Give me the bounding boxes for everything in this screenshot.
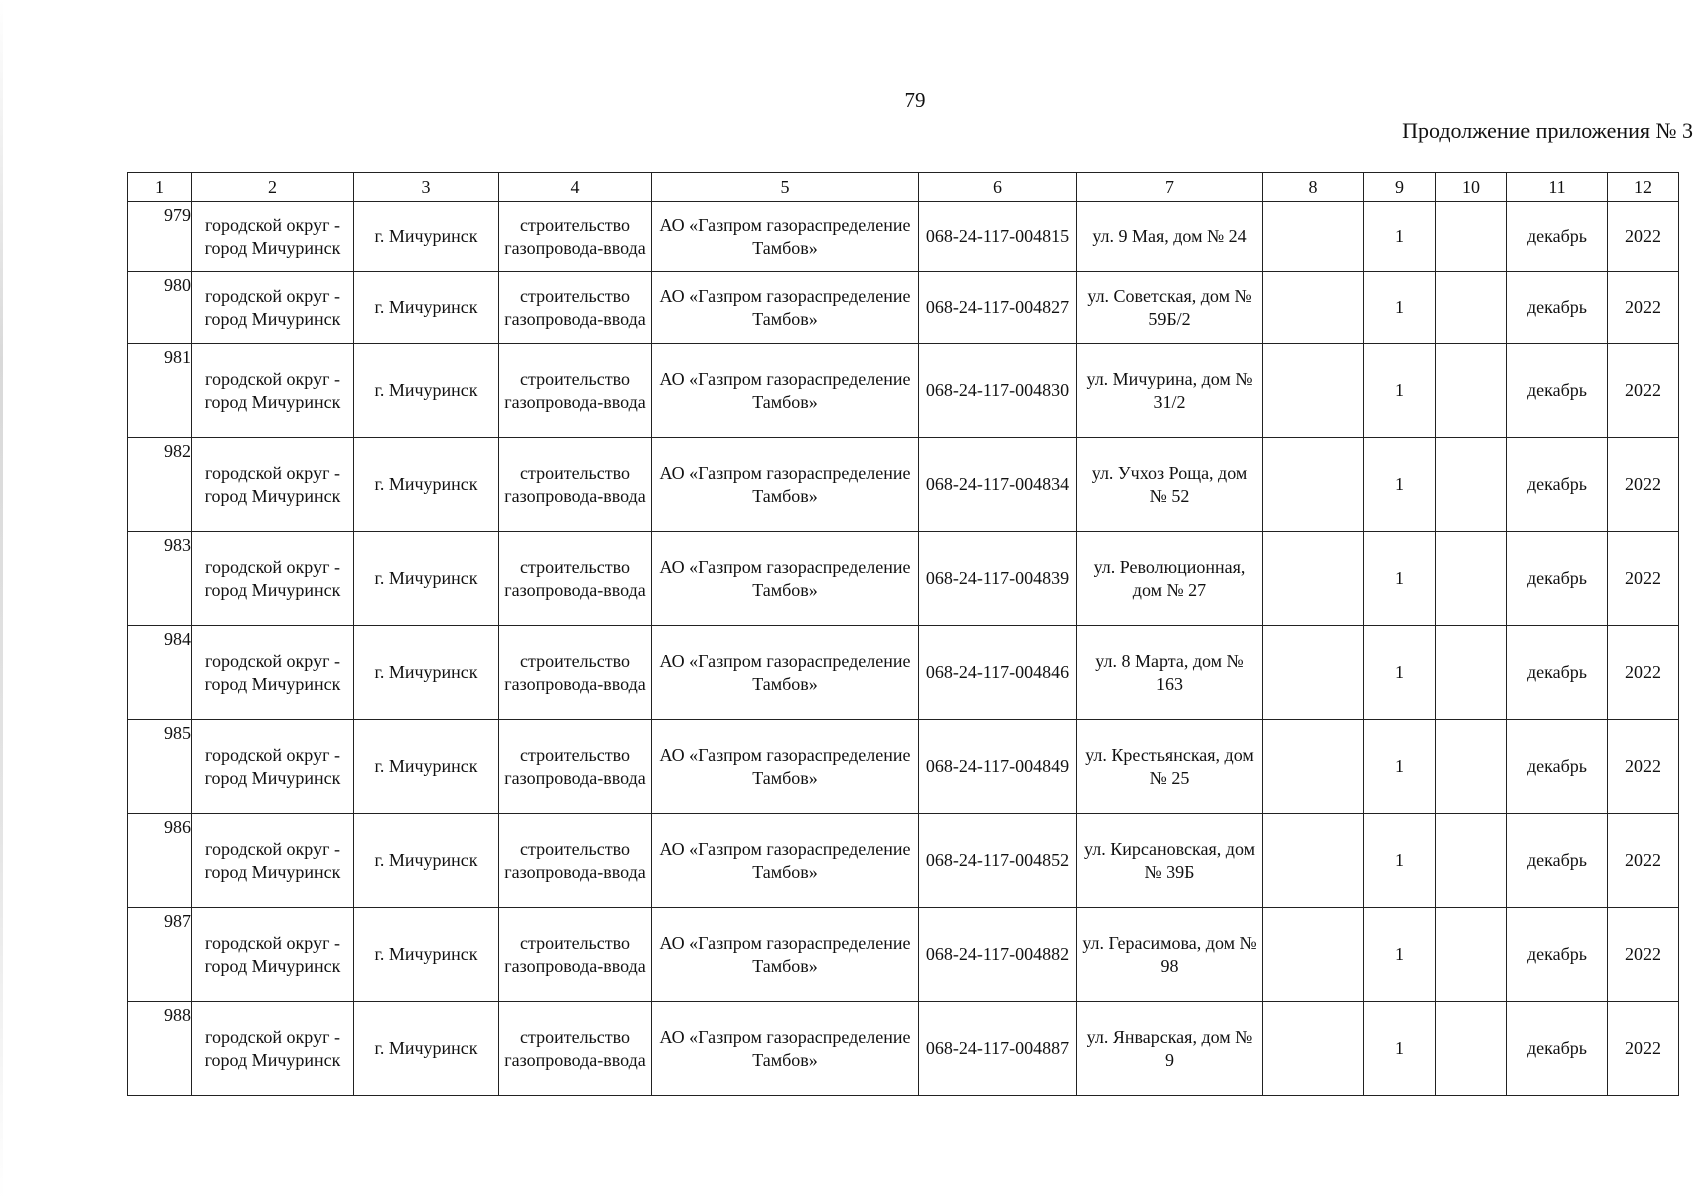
table-body bbox=[128, 202, 1679, 1096]
address-cell: ул. Мичурина, дом № 31/2 bbox=[1077, 344, 1263, 438]
quantity-cell: 1 bbox=[1364, 344, 1436, 438]
year-cell: 2022 bbox=[1608, 438, 1679, 532]
column-header: 11 bbox=[1507, 173, 1608, 202]
row-number-cell: 988 bbox=[128, 1002, 192, 1096]
month-cell: декабрь bbox=[1507, 908, 1608, 1002]
quantity-cell: 1 bbox=[1364, 532, 1436, 626]
locality-cell: г. Мичуринск bbox=[354, 344, 499, 438]
organization-cell: АО «Газпром газораспределение Тамбов» bbox=[652, 814, 919, 908]
appendix-continuation-note: Продолжение приложения № 3 bbox=[1402, 118, 1693, 143]
row-number-cell: 983 bbox=[128, 532, 192, 626]
address-cell: ул. Советская, дом № 59Б/2 bbox=[1077, 272, 1263, 344]
year-cell: 2022 bbox=[1608, 908, 1679, 1002]
table-row bbox=[128, 720, 1679, 814]
column-header: 2 bbox=[192, 173, 354, 202]
month-cell: декабрь bbox=[1507, 626, 1608, 720]
column-header: 6 bbox=[919, 173, 1077, 202]
locality-cell: г. Мичуринск bbox=[354, 720, 499, 814]
table-row bbox=[128, 1002, 1679, 1096]
month-cell: декабрь bbox=[1507, 532, 1608, 626]
organization-cell: АО «Газпром газораспределение Тамбов» bbox=[652, 344, 919, 438]
quantity-cell: 1 bbox=[1364, 626, 1436, 720]
object-id-cell: 068-24-117-004887 bbox=[919, 1002, 1077, 1096]
column-header: 9 bbox=[1364, 173, 1436, 202]
column-header: 5 bbox=[652, 173, 919, 202]
column-header: 10 bbox=[1436, 173, 1507, 202]
work-type-cell: строительство газопровода-ввода bbox=[499, 908, 652, 1002]
organization-cell: АО «Газпром газораспределение Тамбов» bbox=[652, 532, 919, 626]
table-row bbox=[128, 532, 1679, 626]
address-cell: ул. Кирсановская, дом № 39Б bbox=[1077, 814, 1263, 908]
object-id-cell: 068-24-117-004849 bbox=[919, 720, 1077, 814]
column-10-cell bbox=[1436, 202, 1507, 272]
locality-cell: г. Мичуринск bbox=[354, 532, 499, 626]
locality-cell: г. Мичуринск bbox=[354, 626, 499, 720]
year-cell: 2022 bbox=[1608, 1002, 1679, 1096]
address-cell: ул. Герасимова, дом № 98 bbox=[1077, 908, 1263, 1002]
column-8-cell bbox=[1263, 532, 1364, 626]
organization-cell: АО «Газпром газораспределение Тамбов» bbox=[652, 202, 919, 272]
column-header: 7 bbox=[1077, 173, 1263, 202]
month-cell: декабрь bbox=[1507, 344, 1608, 438]
municipality-cell: городской округ - город Мичуринск bbox=[192, 814, 354, 908]
column-10-cell bbox=[1436, 626, 1507, 720]
municipality-cell: городской округ - город Мичуринск bbox=[192, 720, 354, 814]
organization-cell: АО «Газпром газораспределение Тамбов» bbox=[652, 438, 919, 532]
work-type-cell: строительство газопровода-ввода bbox=[499, 626, 652, 720]
row-number-cell: 985 bbox=[128, 720, 192, 814]
address-cell: ул. Январская, дом № 9 bbox=[1077, 1002, 1263, 1096]
organization-cell: АО «Газпром газораспределение Тамбов» bbox=[652, 626, 919, 720]
table-row bbox=[128, 272, 1679, 344]
row-number-cell: 986 bbox=[128, 814, 192, 908]
municipality-cell: городской округ - город Мичуринск bbox=[192, 626, 354, 720]
quantity-cell: 1 bbox=[1364, 202, 1436, 272]
work-type-cell: строительство газопровода-ввода bbox=[499, 1002, 652, 1096]
locality-cell: г. Мичуринск bbox=[354, 908, 499, 1002]
column-8-cell bbox=[1263, 908, 1364, 1002]
column-8-cell bbox=[1263, 202, 1364, 272]
organization-cell: АО «Газпром газораспределение Тамбов» bbox=[652, 272, 919, 344]
column-8-cell bbox=[1263, 1002, 1364, 1096]
municipality-cell: городской округ - город Мичуринск bbox=[192, 438, 354, 532]
column-header: 3 bbox=[354, 173, 499, 202]
work-type-cell: строительство газопровода-ввода bbox=[499, 532, 652, 626]
column-number-row bbox=[128, 173, 1679, 202]
column-10-cell bbox=[1436, 532, 1507, 626]
row-number-cell: 984 bbox=[128, 626, 192, 720]
address-cell: ул. Революционная, дом № 27 bbox=[1077, 532, 1263, 626]
locality-cell: г. Мичуринск bbox=[354, 272, 499, 344]
address-cell: ул. 8 Марта, дом № 163 bbox=[1077, 626, 1263, 720]
table-row bbox=[128, 202, 1679, 272]
column-8-cell bbox=[1263, 438, 1364, 532]
month-cell: декабрь bbox=[1507, 720, 1608, 814]
month-cell: декабрь bbox=[1507, 1002, 1608, 1096]
year-cell: 2022 bbox=[1608, 626, 1679, 720]
municipality-cell: городской округ - город Мичуринск bbox=[192, 202, 354, 272]
column-8-cell bbox=[1263, 626, 1364, 720]
year-cell: 2022 bbox=[1608, 202, 1679, 272]
object-id-cell: 068-24-117-004852 bbox=[919, 814, 1077, 908]
object-id-cell: 068-24-117-004830 bbox=[919, 344, 1077, 438]
address-cell: ул. 9 Мая, дом № 24 bbox=[1077, 202, 1263, 272]
row-number-cell: 979 bbox=[128, 202, 192, 272]
locality-cell: г. Мичуринск bbox=[354, 202, 499, 272]
row-number-cell: 982 bbox=[128, 438, 192, 532]
month-cell: декабрь bbox=[1507, 202, 1608, 272]
work-type-cell: строительство газопровода-ввода bbox=[499, 438, 652, 532]
organization-cell: АО «Газпром газораспределение Тамбов» bbox=[652, 1002, 919, 1096]
appendix-table bbox=[127, 172, 1679, 1096]
municipality-cell: городской округ - город Мичуринск bbox=[192, 1002, 354, 1096]
column-8-cell bbox=[1263, 272, 1364, 344]
row-number-cell: 987 bbox=[128, 908, 192, 1002]
column-10-cell bbox=[1436, 272, 1507, 344]
row-number-cell: 980 bbox=[128, 272, 192, 344]
year-cell: 2022 bbox=[1608, 344, 1679, 438]
quantity-cell: 1 bbox=[1364, 720, 1436, 814]
column-header: 8 bbox=[1263, 173, 1364, 202]
year-cell: 2022 bbox=[1608, 720, 1679, 814]
municipality-cell: городской округ - город Мичуринск bbox=[192, 344, 354, 438]
month-cell: декабрь bbox=[1507, 814, 1608, 908]
municipality-cell: городской округ - город Мичуринск bbox=[192, 272, 354, 344]
page-number: 79 bbox=[904, 88, 926, 112]
table-row bbox=[128, 626, 1679, 720]
work-type-cell: строительство газопровода-ввода bbox=[499, 720, 652, 814]
municipality-cell: городской округ - город Мичуринск bbox=[192, 908, 354, 1002]
year-cell: 2022 bbox=[1608, 272, 1679, 344]
quantity-cell: 1 bbox=[1364, 272, 1436, 344]
work-type-cell: строительство газопровода-ввода bbox=[499, 814, 652, 908]
column-10-cell bbox=[1436, 438, 1507, 532]
column-10-cell bbox=[1436, 720, 1507, 814]
scan-edge bbox=[0, 0, 3, 1200]
locality-cell: г. Мичуринск bbox=[354, 438, 499, 532]
column-10-cell bbox=[1436, 908, 1507, 1002]
column-10-cell bbox=[1436, 1002, 1507, 1096]
column-header: 4 bbox=[499, 173, 652, 202]
work-type-cell: строительство газопровода-ввода bbox=[499, 344, 652, 438]
column-10-cell bbox=[1436, 344, 1507, 438]
work-type-cell: строительство газопровода-ввода bbox=[499, 272, 652, 344]
year-cell: 2022 bbox=[1608, 814, 1679, 908]
row-number-cell: 981 bbox=[128, 344, 192, 438]
column-header: 12 bbox=[1608, 173, 1679, 202]
column-8-cell bbox=[1263, 814, 1364, 908]
object-id-cell: 068-24-117-004882 bbox=[919, 908, 1077, 1002]
table-row bbox=[128, 438, 1679, 532]
object-id-cell: 068-24-117-004815 bbox=[919, 202, 1077, 272]
month-cell: декабрь bbox=[1507, 272, 1608, 344]
quantity-cell: 1 bbox=[1364, 438, 1436, 532]
organization-cell: АО «Газпром газораспределение Тамбов» bbox=[652, 908, 919, 1002]
locality-cell: г. Мичуринск bbox=[354, 814, 499, 908]
quantity-cell: 1 bbox=[1364, 1002, 1436, 1096]
address-cell: ул. Учхоз Роща, дом № 52 bbox=[1077, 438, 1263, 532]
column-header: 1 bbox=[128, 173, 192, 202]
object-id-cell: 068-24-117-004839 bbox=[919, 532, 1077, 626]
table-row bbox=[128, 344, 1679, 438]
quantity-cell: 1 bbox=[1364, 814, 1436, 908]
work-type-cell: строительство газопровода-ввода bbox=[499, 202, 652, 272]
year-cell: 2022 bbox=[1608, 532, 1679, 626]
object-id-cell: 068-24-117-004827 bbox=[919, 272, 1077, 344]
column-8-cell bbox=[1263, 720, 1364, 814]
table-row bbox=[128, 814, 1679, 908]
column-10-cell bbox=[1436, 814, 1507, 908]
municipality-cell: городской округ - город Мичуринск bbox=[192, 532, 354, 626]
address-cell: ул. Крестьянская, дом № 25 bbox=[1077, 720, 1263, 814]
object-id-cell: 068-24-117-004846 bbox=[919, 626, 1077, 720]
organization-cell: АО «Газпром газораспределение Тамбов» bbox=[652, 720, 919, 814]
table-row bbox=[128, 908, 1679, 1002]
month-cell: декабрь bbox=[1507, 438, 1608, 532]
column-8-cell bbox=[1263, 344, 1364, 438]
object-id-cell: 068-24-117-004834 bbox=[919, 438, 1077, 532]
locality-cell: г. Мичуринск bbox=[354, 1002, 499, 1096]
quantity-cell: 1 bbox=[1364, 908, 1436, 1002]
